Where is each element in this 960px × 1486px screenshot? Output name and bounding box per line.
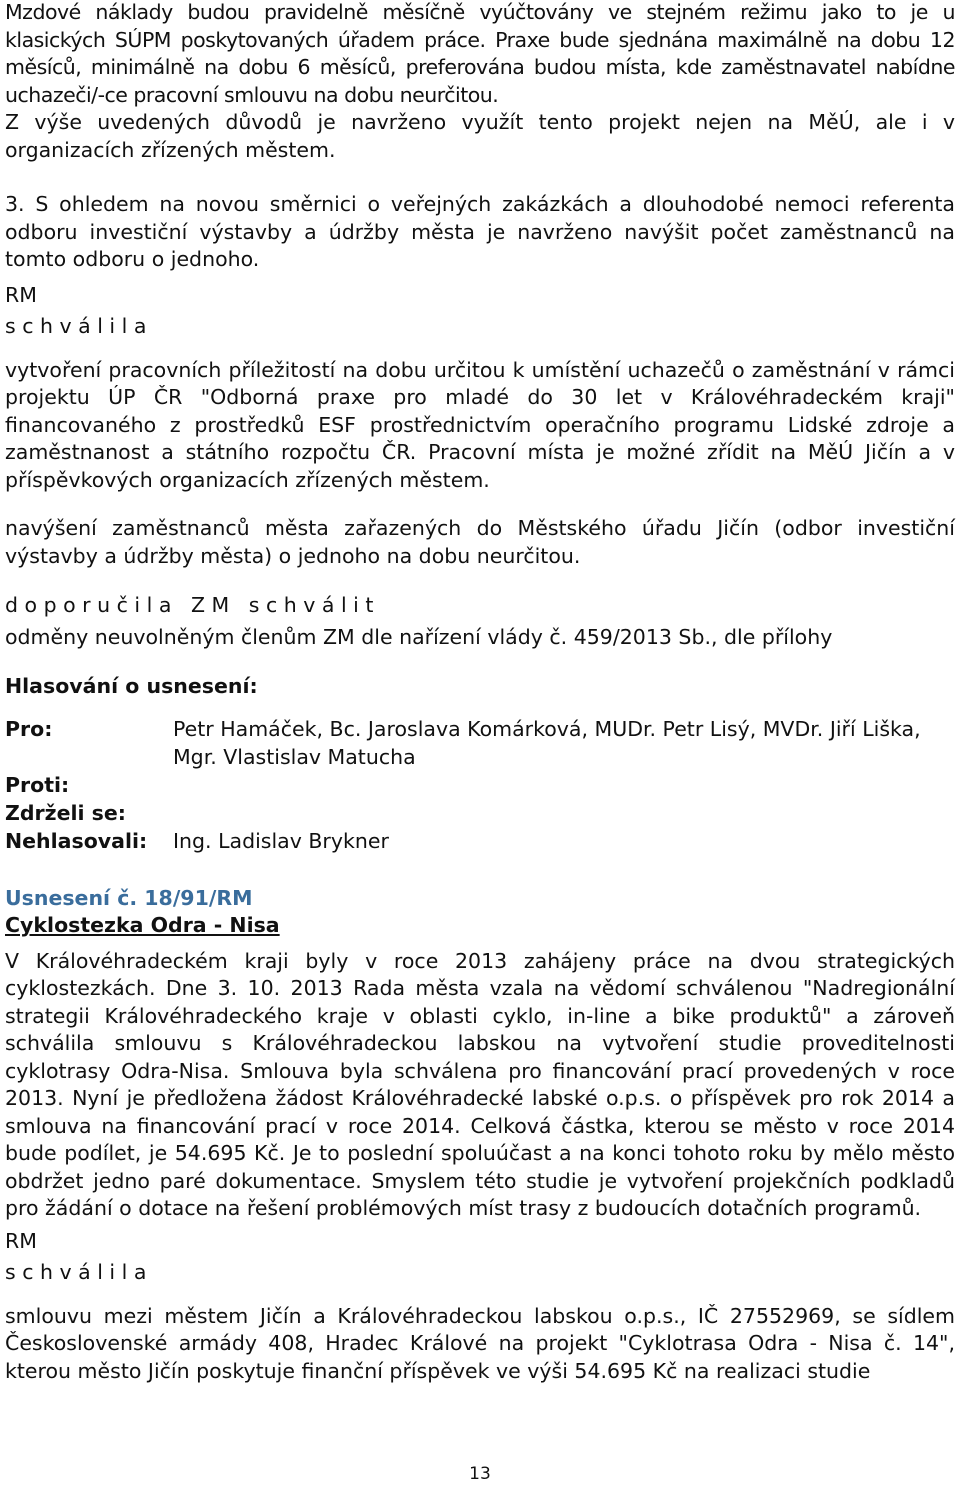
vote-value-pro: Petr Hamáček, Bc. Jaroslava Komárková, MUDr. Petr Lisý, MVDr. Jiří Liška, Mgr. Vlastislav Matucha [173,716,921,769]
resolution-2-body: V Královéhradeckém kraji byly v roce 2013 zahájeny práce na dvou strategických cyklostezkách. Dne 3. 10. 2013 Rada města vzala na vědomí schválenou "Nadregionální strategii Královéhradeckého kraje v oblasti cyklo, in-line a bike produktů" a zároveň schválila smlouvu s Královéhradeckou labskou na vytvoření studie proveditelnosti cyklotrasy Odra-Nisa. Smlouva byla schválena pro financování prací provedených v roce 2013. Nyní je předložena žádost Královéhradecké labské o.p.s. o příspěvek pro rok 2014 a smlouva na financování prací v roce 2014. Celková částka, kterou se město v roce 2014 bude podílet, je 54.695 Kč. Je to poslední spoluúčast a na konci tohoto roku by mělo město obdržet jedno paré dokumentace. Smyslem této studie je vytvoření projekčních podkladů pro žádání o dotace na řešení problémových míst trasy z budoucích dotačních programů. [5,948,955,1220]
resolution-2-decision: smlouvu mezi městem Jičín a Královéhradeckou labskou o.p.s., IČ 27552969, se sídlem Československé armády 408, Hradec Králové na projekt "Cyklotrasa Odra - Nisa č. 14", kterou město Jičín poskytuje finanční příspěvek ve výši 54.695 Kč na realizaci studie [5,1303,955,1383]
vote-label-proti: Proti: [5,772,70,797]
voting-heading: Hlasování o usnesení: [5,674,258,698]
resolution-number: Usnesení č. 18/91/RM [5,885,253,910]
vote-row-zdrzeli [5,799,955,827]
document-page [5,0,955,1385]
vote-row-pro [5,715,955,771]
vote-value-nehlasovali: Ing. Ladislav Brykner [173,828,389,853]
intro-paragraph-2: Z výše uvedených důvodů je navrženo využít tento projekt nejen na MěÚ, ale i v organizacích zřízených městem. [5,110,955,162]
page-number: 13 [469,1464,491,1484]
resolution-item-3: odměny neuvolněným členům ZM dle nařízení vlády č. 459/2013 Sb., dle přílohy [5,624,833,649]
vote-row-nehlasovali [5,827,955,855]
vote-row-proti [5,771,955,799]
resolution-item-2: navýšení zaměstnanců města zařazených do Městského úřadu Jičín (odbor investiční výstavby a údržby města) o jednoho na dobu neurčitou. [5,516,955,568]
vote-value-proti [173,771,955,799]
resolution-title: Cyklostezka Odra - Nisa [5,913,280,937]
intro-paragraph-3: 3. S ohledem na novou směrnici o veřejných zakázkách a dlouhodobé nemoci referenta odboru investiční výstavby a údržby města je navrženo navýšit počet zaměstnanců na tomto odboru o jednoho. [5,192,955,271]
rm-label: RM [5,282,37,307]
vote-label-zdrzeli: Zdrželi se: [5,800,126,825]
vote-value-zdrzeli [173,799,955,827]
voting-table [5,715,955,855]
resolution-item-1: vytvoření pracovních příležitostí na dobu určitou k umístění uchazečů o zaměstnání v rámci projektu ÚP ČR "Odborná praxe pro mladé do 30 let v Královéhradeckém kraji" financovaného z prostředků ESF prostřednictvím operačního programu Lidské zdroje a zaměstnanost a státního rozpočtu ČR. Pracovní místa je možné zřídit na MěÚ Jičín a v příspěvkových organizacích zřízených městem. [5,357,955,492]
vote-label-pro: Pro: [5,716,53,741]
recommend-verb: d o p o r u č i l a Z M s c h v á l i t [5,593,374,617]
vote-label-nehlasovali: Nehlasovali: [5,828,148,853]
rm-label-2: RM [5,1228,37,1253]
approved-verb-2: s c h v á l i l a [5,1260,147,1284]
approved-verb: s c h v á l i l a [5,314,147,338]
intro-paragraph-1: Mzdové náklady budou pravidelně měsíčně vyúčtovány ve stejném režimu jako to je u klasických SÚPM poskytovaných úřadem práce. Praxe bude sjednána maximálně na dobu 12 měsíců, minimálně na dobu 6 měsíců, preferována budou místa, kde zaměstnavatel nabídne uchazeči/-ce pracovní smlouvu na dobu neurčitou. [5,0,955,107]
